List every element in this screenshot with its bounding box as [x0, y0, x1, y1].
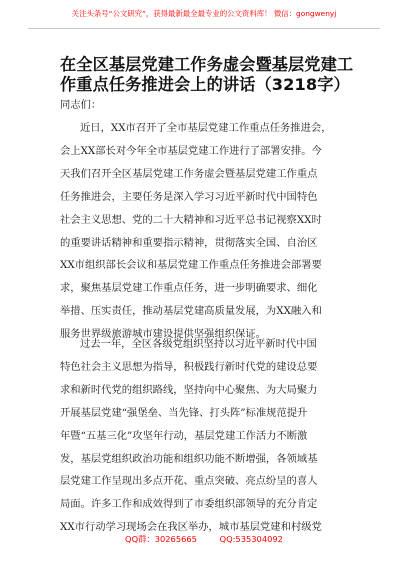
paragraph-line: 局面。许多工作和成效得到了市委组织部领导的充分肯定 — [60, 498, 318, 511]
paragraph-line: 会上XX部长对今年全市基层党建工作进行了部署安排。今 — [60, 144, 322, 157]
header-banner: 关注头条号“公文研究”，获得最新最全最专业的公文资料库！ 微信：gongwenyj — [28, 8, 380, 29]
paragraph-line: 的重要讲话精神和重要指示精神，贯彻落实全国、自治区 — [60, 236, 318, 249]
paragraph-line: 服务世界级旅游城市建设提供坚强组织保证。 — [60, 328, 266, 341]
paragraph-line: XX市行动学习现场会在我区举办，城市基层党建和村级党 — [60, 521, 322, 534]
paragraph-line: 层党建工作呈现出多点开花、重点突破、亮点纷呈的喜人 — [60, 475, 318, 488]
title-line: 在全区基层党建工作务虚会暨基层党建工 — [60, 55, 354, 74]
title-line: 作重点任务推进会上的讲话（3218字） — [60, 75, 350, 94]
footer-contact — [0, 533, 408, 545]
paragraph-line: 开展基层党建“强堡垒、当先锋、打头阵”标准规范提升 — [60, 406, 308, 419]
paragraph-line: XX市组织部长会议和基层党建工作重点任务推进会部署要 — [60, 259, 322, 272]
paragraph-line: 特色社会主义思想为指导，积极践行新时代党的建设总要 — [60, 360, 318, 373]
paragraph-1 — [60, 117, 350, 346]
paragraph-line: 年暨“五基三化”攻坚年行动，基层党建工作活力不断激 — [60, 429, 308, 442]
paragraph-line: 社会主义思想、党的二十大精神和习近平总书记视察XX时 — [60, 213, 322, 226]
paragraph-line: 过去一年，全区各级党组织坚持以习近平新时代中国 — [80, 338, 317, 350]
paragraph-2 — [60, 333, 350, 539]
paragraph-line: 求，聚焦基层党建工作重点任务，进一步明确要求、细化 — [60, 282, 318, 295]
paragraph-line: 近日，XX市召开了全市基层党建工作重点任务推进会， — [80, 122, 332, 134]
paragraph-line: 任务推进会，主要任务是深入学习习近平新时代中国特色 — [60, 190, 318, 203]
page-title — [60, 55, 360, 95]
salutation: 同志们： — [60, 99, 102, 111]
paragraph-line: 举措、压实责任，推动基层党建高质量发展，为XX融入和 — [60, 305, 322, 318]
footer-qq-group: QQ群：30265665 — [125, 534, 197, 544]
paragraph-line: 发，基层党组织政治功能和组织功能不断增强，各领域基 — [60, 452, 318, 465]
footer-qq: QQ:535304092 — [219, 534, 283, 544]
paragraph-line: 求和新时代党的组织路线，坚持向中心聚焦、为大局聚力 — [60, 383, 318, 396]
paragraph-line: 天我们召开全区基层党建工作务虚会暨基层党建工作重点 — [60, 167, 318, 180]
